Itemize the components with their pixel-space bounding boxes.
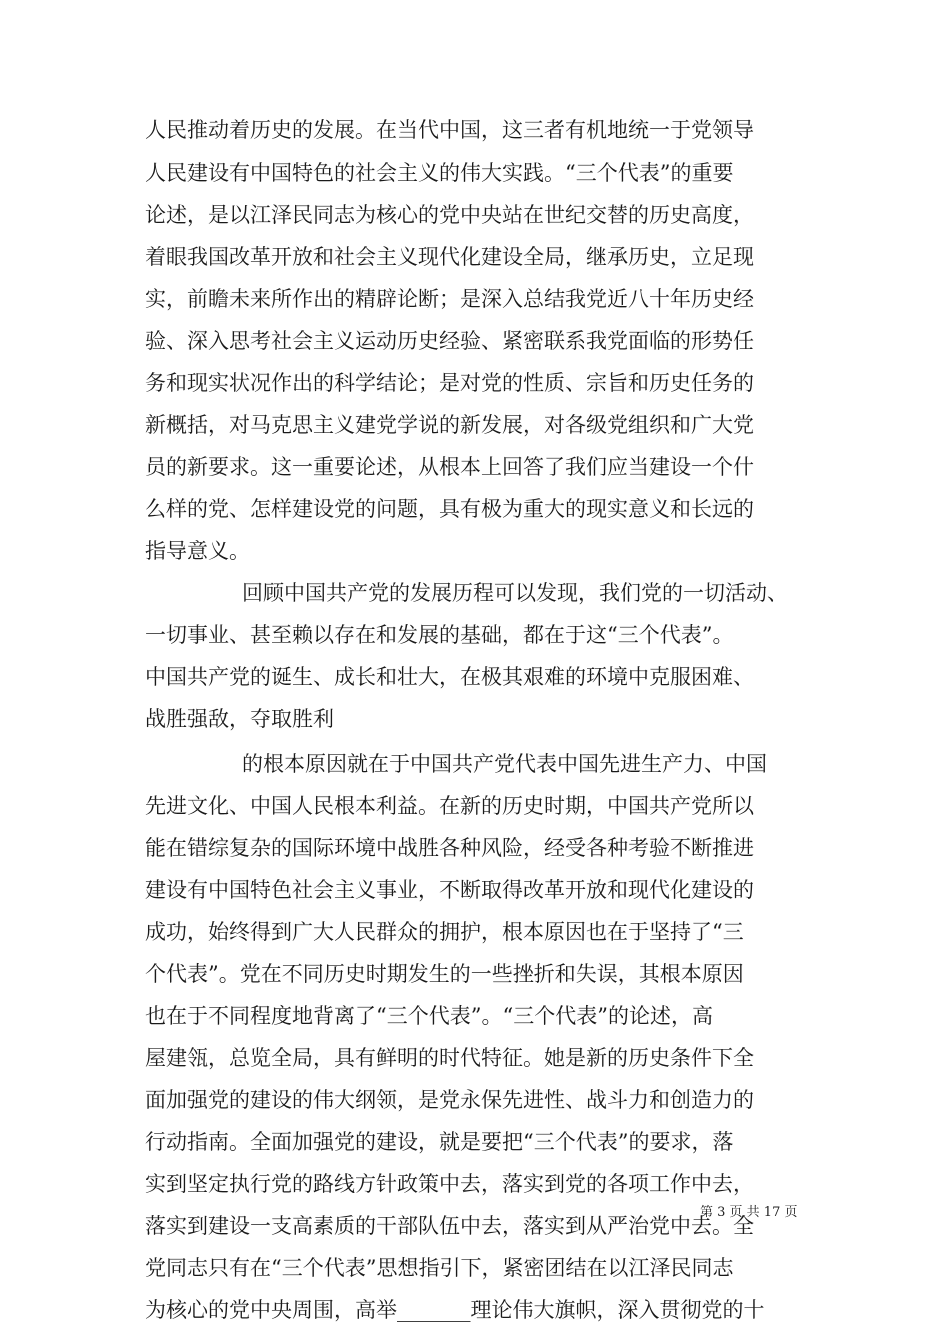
text-line: 新概括，对马克思主义建党学说的新发展，对各级党组织和广大党	[145, 413, 754, 437]
text-line: 为核心的党中央周围，高举_______理论伟大旗帜，深入贯彻党的十	[145, 1298, 765, 1322]
text-line: 成功，始终得到广大人民群众的拥护，根本原因也在于坚持了“三	[145, 920, 744, 944]
text-line: 么样的党、怎样建设党的问题，具有极为重大的现实意义和长远的	[145, 497, 754, 521]
text-line: 论述，是以江泽民同志为核心的党中央站在世纪交替的历史高度，	[145, 203, 754, 227]
text-line: 行动指南。全面加强党的建设，就是要把“三个代表”的要求，落	[145, 1130, 734, 1154]
text-line: 也在于不同程度地背离了“三个代表”。“三个代表”的论述，高	[145, 1004, 713, 1028]
paragraph-start-line: 的根本原因就在于中国共产党代表中国先进生产力、中国	[242, 752, 767, 776]
text-line: 着眼我国改革开放和社会主义现代化建设全局，继承历史，立足现	[145, 245, 754, 269]
text-line: 先进文化、中国人民根本利益。在新的历史时期，中国共产党所以	[145, 794, 754, 818]
text-line: 个代表”。党在不同历史时期发生的一些挫折和失误，其根本原因	[145, 962, 744, 986]
text-line: 实到坚定执行党的路线方针政策中去，落实到党的各项工作中去，	[145, 1172, 754, 1196]
page-number-footer: 第 3 页 共 17 页	[700, 1205, 798, 1220]
text-line: 面加强党的建设的伟大纲领，是党永保先进性、战斗力和创造力的	[145, 1088, 754, 1112]
text-line: 人民推动着历史的发展。在当代中国，这三者有机地统一于党领导	[145, 118, 754, 142]
text-line: 落实到建设一支高素质的干部队伍中去，落实到从严治党中去。全	[145, 1214, 754, 1238]
text-line: 党同志只有在“三个代表”思想指引下，紧密团结在以江泽民同志	[145, 1256, 734, 1280]
text-line: 务和现实状况作出的科学结论；是对党的性质、宗旨和历史任务的	[145, 371, 754, 395]
text-line: 一切事业、甚至赖以存在和发展的基础，都在于这“三个代表”。	[145, 623, 734, 647]
text-line: 指导意义。	[145, 539, 250, 563]
text-line: 实，前瞻未来所作出的精辟论断；是深入总结我党近八十年历史经	[145, 287, 754, 311]
text-line: 人民建设有中国特色的社会主义的伟大实践。“三个代表”的重要	[145, 161, 734, 185]
text-line: 屋建瓴，总览全局，具有鲜明的时代特征。她是新的历史条件下全	[145, 1046, 754, 1070]
text-line: 战胜强敌，夺取胜利	[145, 707, 334, 731]
text-line: 员的新要求。这一重要论述，从根本上回答了我们应当建设一个什	[145, 455, 754, 479]
text-line: 能在错综复杂的国际环境中战胜各种风险，经受各种考验不断推进	[145, 836, 754, 860]
text-line: 中国共产党的诞生、成长和壮大，在极其艰难的环境中克服困难、	[145, 665, 754, 689]
text-line: 建设有中国特色社会主义事业，不断取得改革开放和现代化建设的	[145, 878, 754, 902]
text-line: 验、深入思考社会主义运动历史经验、紧密联系我党面临的形势任	[145, 329, 754, 353]
paragraph-start-line: 回顾中国共产党的发展历程可以发现，我们党的一切活动、	[242, 581, 788, 605]
